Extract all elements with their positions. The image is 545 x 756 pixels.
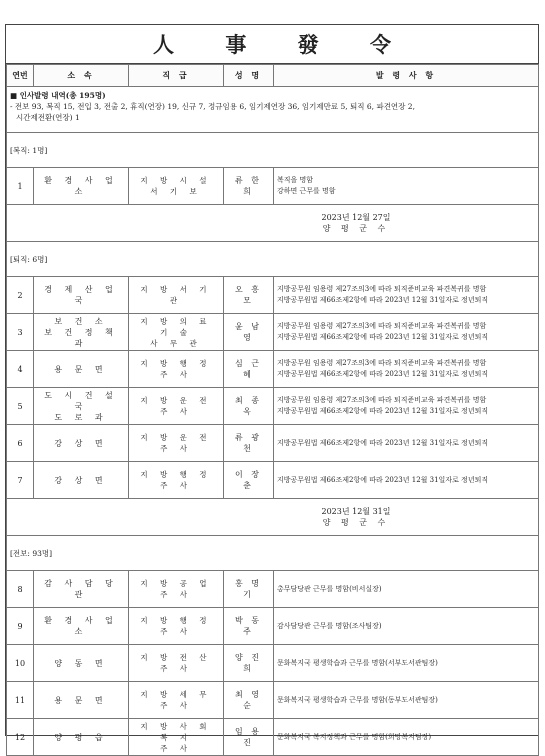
- grade-line: 주 사: [160, 664, 192, 673]
- grade-line: 주 사: [160, 627, 192, 636]
- detail-line: 지방공무원법 제66조제2항에 따라 2023년 12월 31일자로 정년퇴직: [277, 333, 489, 341]
- detail-line: 지방공무원법 제66조제2항에 따라 2023년 12월 31일자로 정년퇴직: [277, 370, 489, 378]
- row-org: [34, 425, 129, 462]
- document-title: 人 事 發 令: [153, 32, 413, 57]
- title-row: [6, 25, 538, 64]
- row-name: 이 장 춘: [224, 462, 274, 499]
- grade-line: 주 사: [160, 743, 192, 753]
- section-row-reinstate: [7, 133, 539, 168]
- row-grade: [129, 425, 224, 462]
- org-line: 환 경 사 업 소: [44, 616, 118, 636]
- table-row: [7, 277, 539, 314]
- org-line: 양 평 읍: [54, 732, 108, 742]
- row-name: 심 근 혜: [224, 351, 274, 388]
- detail-line: 총무담당관 근무를 명함(비서실장): [277, 584, 382, 593]
- row-grade: [129, 168, 224, 205]
- row-detail: [274, 719, 539, 756]
- header-detail: 발 령 사 항: [274, 65, 539, 87]
- row-org: [34, 351, 129, 388]
- row-grade: [129, 682, 224, 719]
- row-grade: [129, 645, 224, 682]
- header-grade: 직 급: [129, 65, 224, 87]
- table-row: [7, 571, 539, 608]
- row-org: [34, 388, 129, 425]
- row-detail: [274, 608, 539, 645]
- row-detail: [274, 462, 539, 499]
- detail-line: 문화복지국 평생학습과 근무를 명함(동부도서관팀장): [277, 695, 438, 704]
- row-org: [34, 608, 129, 645]
- row-grade: [129, 719, 224, 756]
- detail-line: 지방공무원법 제66조제2항에 따라 2023년 12월 31일자로 정년퇴직: [277, 296, 489, 304]
- grade-line: 지 방 세 무: [140, 690, 212, 699]
- grade-line: 지 방 운 전: [140, 433, 212, 442]
- header-row: [7, 65, 539, 87]
- grade-line: 지 방 행 정: [140, 359, 212, 368]
- table-row: [7, 645, 539, 682]
- date-cell-1: [7, 205, 539, 242]
- row-no: 6: [7, 425, 34, 462]
- detail-line: 강하면 근무를 명함: [277, 187, 336, 195]
- grade-line: 주 사: [160, 590, 192, 599]
- date-row-2: [7, 499, 539, 536]
- org-line: 보 건 정 책 과: [44, 327, 118, 348]
- issuer-2: 양 평 군 수: [322, 518, 390, 527]
- detail-line: 문화복지국 복지정책과 근무를 명함(희망복지팀장): [277, 732, 432, 741]
- org-line: 경 제 산 업 국: [44, 285, 118, 305]
- row-org: [34, 682, 129, 719]
- row-detail: [274, 425, 539, 462]
- table-row: [7, 314, 539, 351]
- row-name: 오 흥 모: [224, 277, 274, 314]
- row-name: 윤 남 영: [224, 314, 274, 351]
- grade-line: 지 방 운 전: [140, 396, 212, 405]
- summary-cell: [7, 87, 539, 133]
- detail-line: 복직을 명함: [277, 176, 314, 184]
- summary-line-1: ■ 인사발령 내역(총 195명): [10, 91, 106, 100]
- row-no: 10: [7, 645, 34, 682]
- row-name: 류 광 천: [224, 425, 274, 462]
- row-detail: [274, 571, 539, 608]
- row-org: [34, 719, 129, 756]
- row-no: 8: [7, 571, 34, 608]
- header-name: 성 명: [224, 65, 274, 87]
- row-detail: [274, 168, 539, 205]
- org-line: 도 로 과: [54, 412, 108, 422]
- grade-line: 지 방 공 업: [140, 579, 212, 588]
- row-no: 9: [7, 608, 34, 645]
- row-grade: [129, 608, 224, 645]
- org-line: 강 상 면: [54, 475, 108, 485]
- row-name: 양 진 희: [224, 645, 274, 682]
- grade-line: 지 방 시 설: [140, 176, 212, 185]
- table-row: [7, 168, 539, 205]
- order-table: [6, 64, 539, 756]
- summary-line-2: - 전보 93, 복직 15, 전입 3, 전출 2, 휴직(연장) 19, 신규 7, 정규임용 6, 임기제연장 36, 임기제만료 5, 퇴직 6, 파견연장 2,: [10, 102, 415, 111]
- row-no: 3: [7, 314, 34, 351]
- row-no: 5: [7, 388, 34, 425]
- row-no: 7: [7, 462, 34, 499]
- row-org: [34, 314, 129, 351]
- detail-line: 지방공무원법 제66조제2항에 따라 2023년 12월 31일자로 정년퇴직: [277, 475, 489, 484]
- row-name: 류 한 희: [224, 168, 274, 205]
- header-no: 연번: [7, 65, 34, 87]
- grade-line: 지 방 전 산: [140, 653, 212, 662]
- grade-line: 지 방 행 정: [140, 616, 212, 625]
- row-name: 홍 명 기: [224, 571, 274, 608]
- detail-line: 지방공무원 임용령 제27조의3에 따라 퇴직준비교육 파견복귀를 명함: [277, 396, 487, 404]
- row-org: [34, 277, 129, 314]
- row-name: 임 용 진: [224, 719, 274, 756]
- date-row-1: [7, 205, 539, 242]
- row-name: 최 종 옥: [224, 388, 274, 425]
- grade-line: 주 사: [160, 370, 192, 379]
- grade-line: 지 방 행 정: [140, 470, 212, 479]
- row-detail: [274, 682, 539, 719]
- grade-line: 사 무 관: [150, 338, 202, 348]
- table-row: [7, 608, 539, 645]
- row-grade: [129, 388, 224, 425]
- table-row: [7, 682, 539, 719]
- row-detail: [274, 388, 539, 425]
- section-label-transfer: [전보: 93명]: [7, 536, 539, 571]
- org-line: 양 동 면: [54, 658, 108, 668]
- row-name: 박 동 주: [224, 608, 274, 645]
- grade-line: 주 사: [160, 701, 192, 710]
- detail-line: 지방공무원법 제66조제2항에 따라 2023년 12월 31일자로 정년퇴직: [277, 407, 489, 415]
- row-no: 11: [7, 682, 34, 719]
- grade-line: 지 방 사 회 복 지: [140, 721, 212, 742]
- section-label-reinstate: [복직: 1명]: [7, 133, 539, 168]
- org-line: 감 사 담 당 관: [44, 579, 118, 599]
- grade-line: 주 사: [160, 444, 192, 453]
- grade-line: 지 방 서 기 관: [140, 285, 212, 305]
- row-no: 1: [7, 168, 34, 205]
- grade-line: 주 사: [160, 481, 192, 490]
- issue-date-1: 2023년 12월 27일: [321, 213, 391, 222]
- table-row: [7, 425, 539, 462]
- grade-line: 주 사: [160, 407, 192, 416]
- row-detail: [274, 314, 539, 351]
- org-line: 강 상 면: [54, 438, 108, 448]
- summary-line-3: 시간제전환(연장) 1: [16, 113, 80, 122]
- row-org: [34, 645, 129, 682]
- detail-line: 지방공무원 임용령 제27조의3에 따라 퇴직준비교육 파견복귀를 명함: [277, 322, 487, 330]
- row-org: [34, 462, 129, 499]
- detail-line: 감사담당관 근무를 명함(조사팀장): [277, 621, 382, 630]
- header-org: 소 속: [34, 65, 129, 87]
- row-grade: [129, 462, 224, 499]
- org-line: 용 문 면: [54, 364, 108, 374]
- section-row-retire: [7, 242, 539, 277]
- personnel-order-document: [5, 24, 539, 753]
- org-line: 용 문 면: [54, 695, 108, 705]
- org-line: 보 건 소: [54, 316, 108, 326]
- org-line: 환 경 사 업 소: [44, 176, 118, 196]
- summary-row: [7, 87, 539, 133]
- detail-line: 지방공무원법 제66조제2항에 따라 2023년 12월 31일자로 정년퇴직: [277, 438, 489, 447]
- row-grade: [129, 351, 224, 388]
- row-grade: [129, 314, 224, 351]
- detail-line: 지방공무원 임용령 제27조의3에 따라 퇴직준비교육 파견복귀를 명함: [277, 359, 487, 367]
- grade-line: 서 기 보: [150, 187, 202, 196]
- table-row: [7, 719, 539, 756]
- section-label-retire: [퇴직: 6명]: [7, 242, 539, 277]
- row-no: 2: [7, 277, 34, 314]
- date-cell-2: [7, 499, 539, 536]
- issue-date-2: 2023년 12월 31일: [321, 507, 391, 516]
- section-row-transfer: [7, 536, 539, 571]
- table-row: [7, 462, 539, 499]
- table-row: [7, 351, 539, 388]
- row-no: 4: [7, 351, 34, 388]
- row-org: [34, 571, 129, 608]
- issuer-1: 양 평 군 수: [322, 224, 390, 233]
- detail-line: 지방공무원 임용령 제27조의3에 따라 퇴직준비교육 파견복귀를 명함: [277, 285, 487, 293]
- row-detail: [274, 645, 539, 682]
- row-org: [34, 168, 129, 205]
- row-grade: [129, 277, 224, 314]
- row-name: 최 영 순: [224, 682, 274, 719]
- row-grade: [129, 571, 224, 608]
- grade-line: 지 방 의 료 기 술: [140, 316, 212, 337]
- detail-line: 문화복지국 평생학습과 근무를 명함(서부도서관팀장): [277, 658, 438, 667]
- row-no: 12: [7, 719, 34, 756]
- row-detail: [274, 277, 539, 314]
- row-detail: [274, 351, 539, 388]
- table-row: [7, 388, 539, 425]
- org-line: 도 시 건 설 국: [44, 390, 118, 411]
